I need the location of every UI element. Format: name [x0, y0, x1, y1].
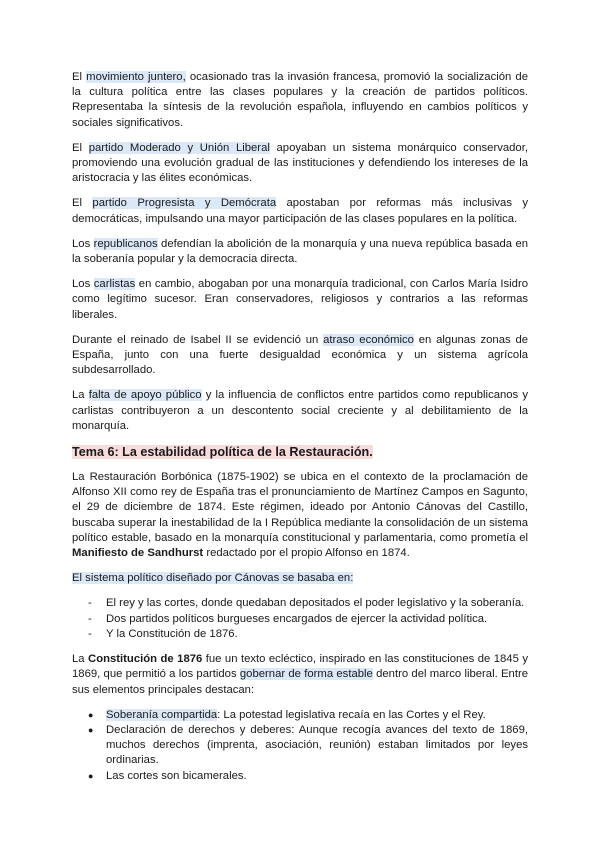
paragraph-text: apostaban por reformas más inclusivas y democráticas, impulsando una mayor participación de las clases populares en la política.	[72, 197, 528, 225]
highlight: atraso económico	[323, 333, 414, 346]
paragraph-movimiento-juntero	[72, 70, 528, 131]
list-item-text: Declaración de derechos y deberes: Aunque recogía avances del texto de 1869, muchos derechos (imprenta, asociación, reunión) estaban limitados por leyes ordinarias.	[106, 723, 528, 767]
paragraph-text: La Restauración Borbónica (1875-1902) se ubica en el contexto de la proclamación de Alfonso XII como rey de España tras el pronunciamiento de Martínez Campos en Sagunto, el 29 de diciembre de 1874. Este régimen, ideado por Antonio Cánovas del Castillo, buscaba superar la inestabilidad de la I República mediante la consolidación de un sistema político estable, basado en la monarquía constitucional y parlamentaria, como prometía el	[72, 471, 528, 544]
list-item-text: Las cortes son bicamerales.	[106, 769, 247, 782]
list-item	[72, 627, 528, 642]
paragraph-republicanos	[72, 237, 528, 267]
paragraph-text: ocasionado tras la invasión francesa, promovió la socialización de la cultura política entre las clases populares y la creación de partidos políticos. Representaba la síntesis de la revolución española, influyendo en cambios políticos y sociales significativos.	[72, 71, 528, 129]
dash-marker: -	[88, 597, 92, 610]
paragraph-atraso	[72, 333, 528, 379]
paragraph-text: y la influencia de conflictos entre partidos como republicanos y carlistas contribuyeron a un descontento social creciente y al debilitamiento de la monarquía.	[72, 389, 528, 432]
list-item	[72, 612, 528, 627]
paragraph-restauracion	[72, 470, 528, 561]
list-item	[72, 596, 528, 611]
highlight: falta de apoyo público	[88, 389, 202, 402]
dash-marker: -	[88, 627, 92, 640]
system-list	[72, 596, 528, 642]
list-item	[72, 723, 528, 769]
list-item	[72, 769, 528, 784]
paragraph-text: en algunas zonas de España, junto con una fuerte desigualdad económica y un sistema agrícola subdesarrollado.	[72, 333, 529, 377]
highlight: Soberanía compartida	[106, 708, 218, 721]
highlight: partido Moderado y Unión Liberal	[88, 141, 270, 154]
paragraph-text: El	[72, 141, 89, 154]
highlight: republicanos	[93, 237, 158, 250]
paragraph-text: El	[72, 197, 93, 210]
paragraph-text: Durante el reinado de Isabel II se evidenció un	[72, 333, 324, 346]
paragraph-text: apoyaban un sistema monárquico conservador, promoviendo una evolución gradual de las instituciones y defendiendo los intereses de la aristocracia y las élites económicas.	[72, 141, 528, 185]
paragraph-text: La	[72, 389, 89, 402]
paragraph-text: El	[72, 71, 87, 83]
list-item-text: : La potestad legislativa recaía en las Cortes y el Rey.	[217, 708, 486, 721]
bullet-marker: ●	[88, 724, 94, 735]
bold-term: Manifiesto de Sandhurst	[72, 547, 204, 560]
list-item-text: El rey y las cortes, donde quedaban depositados el poder legislativo y la soberanía.	[106, 597, 525, 610]
paragraph-falta-apoyo	[72, 388, 528, 434]
list-item-text: Y la Constitución de 1876.	[106, 627, 238, 640]
highlight: movimiento juntero,	[86, 71, 186, 83]
highlight: carlistas	[93, 278, 136, 291]
paragraph-text: Los	[72, 237, 94, 250]
bold-term: Constitución de 1876	[88, 653, 203, 666]
paragraph-progresista	[72, 196, 528, 226]
highlight: partido Progresista y Demócrata	[92, 197, 277, 210]
paragraph-text: Los	[72, 278, 94, 291]
paragraph-constitucion	[72, 652, 528, 698]
bullet-marker: ●	[88, 770, 94, 781]
bullet-marker: ●	[88, 709, 94, 720]
paragraph-text: defendían la abolición de la monarquía y una nueva república basada en la soberanía popular y la democracia directa.	[72, 237, 529, 266]
paragraph-text: La	[72, 653, 89, 666]
list-item	[72, 708, 528, 723]
paragraph-moderado	[72, 141, 528, 187]
section-heading	[72, 444, 528, 460]
paragraph-text: fue un texto ecléctico, inspirado en las constituciones de 1845 y 1869, que permitió a los partidos	[72, 653, 528, 681]
paragraph-text: en cambio, abogaban por una monarquía tradicional, con Carlos María Isidro como legítimo sucesor. Eran conservadores, religiosos y contrarios a las reformas liberales.	[72, 278, 528, 321]
paragraph-text: redactado por el propio Alfonso en 1874.	[203, 547, 410, 560]
highlight: El sistema político diseñado por Cánovas se basaba en:	[72, 572, 354, 585]
dash-marker: -	[88, 612, 92, 625]
heading-highlight: Tema 6: La estabilidad política de la Restauración.	[72, 445, 373, 460]
paragraph-text: dentro del marco liberal. Entre sus elementos principales destacan:	[72, 668, 528, 696]
paragraph-carlistas	[72, 277, 528, 323]
system-label	[72, 571, 528, 586]
list-item-text: Dos partidos políticos burgueses encargados de ejercer la actividad política.	[106, 612, 488, 625]
elements-list	[72, 708, 528, 784]
highlight: gobernar de forma estable	[239, 668, 373, 681]
